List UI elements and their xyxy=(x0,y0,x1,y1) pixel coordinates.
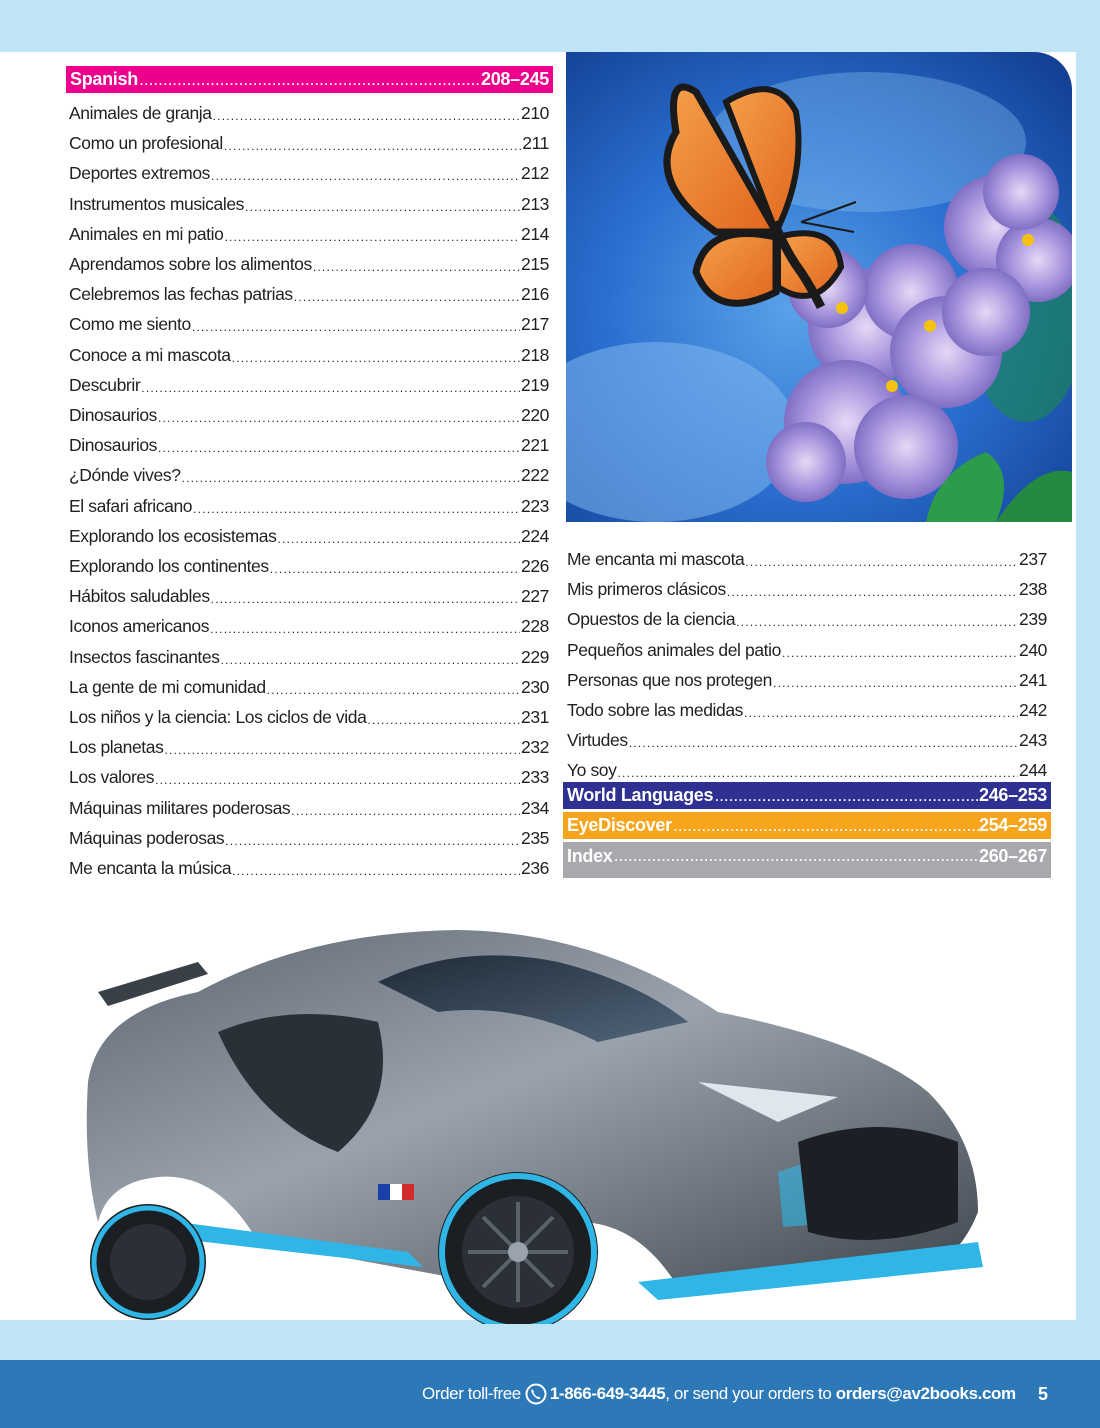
leader-dots xyxy=(224,131,521,151)
section-header-index[interactable] xyxy=(563,842,1051,878)
toc-entry-title: Virtudes xyxy=(567,730,628,751)
section-label-world-languages: World Languages xyxy=(567,785,714,805)
section-pages-eyediscover: 254–259 xyxy=(979,815,1047,835)
leader-dots xyxy=(313,252,520,272)
toc-entry-title: Conoce a mi mascota xyxy=(69,344,231,365)
toc-entry[interactable] xyxy=(69,275,549,305)
toc-entry-page: 242 xyxy=(1019,700,1047,720)
sports-car-photo xyxy=(78,922,1058,1324)
toc-entry-title: Como me siento xyxy=(69,314,191,335)
toc-right-column xyxy=(567,540,1047,785)
toc-entry[interactable] xyxy=(69,456,549,486)
leader-dots xyxy=(211,161,520,181)
toc-entry-title: Explorando los continentes xyxy=(69,556,269,576)
leader-dots xyxy=(291,796,520,816)
toc-entry[interactable] xyxy=(69,426,549,456)
leader-dots xyxy=(232,343,520,363)
section-pages-spanish: 208–245 xyxy=(481,69,549,89)
leader-dots xyxy=(727,577,1018,597)
toc-entry-page: 244 xyxy=(1019,760,1047,781)
bottom-border xyxy=(0,1320,1100,1360)
toc-entry[interactable] xyxy=(69,849,549,879)
toc-entry[interactable] xyxy=(69,819,549,849)
toc-entry-page: 217 xyxy=(521,314,549,335)
toc-entry-title: Yo soy xyxy=(567,760,617,781)
leader-dots xyxy=(213,101,520,121)
toc-entry-page: 228 xyxy=(521,616,549,637)
toc-entry[interactable] xyxy=(567,570,1047,600)
toc-entry-title: Descubrir xyxy=(69,374,141,395)
butterfly-flower-photo xyxy=(566,52,1072,522)
toc-entry[interactable] xyxy=(567,631,1047,661)
leader-dots xyxy=(736,607,1018,627)
toc-entry-page: 241 xyxy=(1019,669,1047,690)
toc-entry-title: Iconos americanos xyxy=(69,616,210,637)
toc-entry-title: Explorando los ecosistemas xyxy=(69,525,277,546)
toc-entry-title: Aprendamos sobre los alimentos xyxy=(69,254,312,274)
toc-entry-page: 216 xyxy=(521,284,549,305)
toc-entry[interactable] xyxy=(69,758,549,788)
toc-entry[interactable] xyxy=(567,600,1047,630)
toc-entry[interactable] xyxy=(69,789,549,819)
toc-entry[interactable] xyxy=(69,185,549,215)
toc-entry-title: Como un profesional xyxy=(69,133,223,154)
toc-entry[interactable] xyxy=(69,154,549,184)
section-pages-index: 260–267 xyxy=(979,846,1047,866)
section-label-eyediscover: EyeDiscover xyxy=(567,815,672,835)
toc-entry-page: 211 xyxy=(522,133,549,154)
leader-dots xyxy=(192,312,520,332)
toc-entry-title: El safari africano xyxy=(69,495,193,516)
toc-entry-page: 214 xyxy=(521,223,549,244)
leader-dots xyxy=(211,584,520,604)
toc-entry-page: 231 xyxy=(521,707,549,727)
toc-entry[interactable] xyxy=(567,661,1047,691)
toc-entry-title: Celebremos las fechas patrias xyxy=(69,284,293,305)
toc-entry-page: 236 xyxy=(521,858,549,878)
toc-entry-page: 229 xyxy=(521,646,549,667)
leader-dots xyxy=(158,433,520,453)
leader-dots xyxy=(672,816,979,836)
toc-entry-title: Dinosaurios xyxy=(69,435,158,456)
toc-entry[interactable] xyxy=(69,366,549,396)
toc-entry-page: 210 xyxy=(521,103,549,123)
leader-dots xyxy=(164,735,520,755)
toc-entry-page: 240 xyxy=(1019,639,1047,660)
toc-entry-page: 230 xyxy=(521,676,549,697)
toc-entry-page: 234 xyxy=(521,797,549,818)
toc-entry-page: 226 xyxy=(521,556,549,576)
toc-entry-title: Pequeños animales del patio xyxy=(567,639,781,660)
page-number: 5 xyxy=(1038,1384,1049,1404)
toc-entry-title: Los planetas xyxy=(69,737,164,758)
toc-entry[interactable] xyxy=(69,396,549,426)
leader-dots xyxy=(155,765,520,785)
toc-entry-title: Animales en mi patio xyxy=(69,223,224,244)
leader-dots xyxy=(618,758,1019,778)
toc-entry-title: Animales de granja xyxy=(69,103,212,123)
order-email-link[interactable]: orders@av2books.com xyxy=(835,1384,1016,1403)
leader-dots xyxy=(782,638,1018,658)
toc-entry[interactable] xyxy=(69,305,549,335)
toc-entry-title: Personas que nos protegen xyxy=(567,669,773,690)
toc-entry-title: Me encanta mi mascota xyxy=(567,549,745,569)
leader-dots xyxy=(225,826,520,846)
toc-entry-title: Los valores xyxy=(69,767,155,788)
toc-entry-page: 212 xyxy=(521,163,549,184)
toc-entry[interactable] xyxy=(69,245,549,275)
toc-entry[interactable] xyxy=(567,751,1047,781)
toc-entry-title: Me encanta la música xyxy=(69,858,232,878)
toc-entry-title: Hábitos saludables xyxy=(69,586,210,607)
toc-entry-page: 223 xyxy=(521,495,549,516)
toc-entry-title: Los niños y la ciencia: Los ciclos de vida xyxy=(69,707,367,727)
toc-entry-page: 213 xyxy=(521,193,549,214)
leader-dots xyxy=(141,373,520,393)
toc-entry-page: 220 xyxy=(521,405,549,425)
toc-entry-title: Mis primeros clásicos xyxy=(567,579,726,600)
toc-entry-page: 243 xyxy=(1019,730,1047,751)
toc-entry-page: 239 xyxy=(1019,609,1047,630)
leader-dots xyxy=(367,705,520,725)
toc-entry[interactable] xyxy=(69,577,549,607)
toc-entry[interactable] xyxy=(567,721,1047,751)
toc-entry-title: Todo sobre las medidas xyxy=(567,700,744,720)
leader-dots xyxy=(138,70,481,90)
toc-entry[interactable] xyxy=(69,728,549,758)
toc-entry-title: Opuestos de la ciencia xyxy=(567,609,736,630)
toc-entry-page: 237 xyxy=(1019,549,1047,569)
section-pages-world-languages: 246–253 xyxy=(979,785,1047,805)
toc-entry[interactable] xyxy=(69,94,549,124)
leader-dots xyxy=(158,403,520,423)
right-border xyxy=(1076,0,1100,1360)
toc-left-column xyxy=(69,94,549,884)
toc-entry[interactable] xyxy=(69,547,549,577)
leader-dots xyxy=(221,645,520,665)
toc-entry[interactable] xyxy=(69,607,549,637)
toc-entry-page: 235 xyxy=(521,827,549,848)
footer-middle-text: , or send your orders to xyxy=(665,1384,836,1403)
section-label-spanish: Spanish xyxy=(70,69,138,89)
toc-entry-title: Insectos fascinantes xyxy=(69,646,220,667)
toc-entry-page: 233 xyxy=(521,767,549,788)
section-header-spanish[interactable] xyxy=(66,66,553,93)
leader-dots xyxy=(773,668,1018,688)
leader-dots xyxy=(744,698,1018,718)
leader-dots xyxy=(270,554,520,574)
toc-entry-page: 219 xyxy=(521,374,549,395)
toc-entry-page: 215 xyxy=(521,254,549,274)
leader-dots xyxy=(613,846,980,866)
leader-dots xyxy=(193,494,520,514)
leader-dots xyxy=(629,728,1018,748)
leader-dots xyxy=(294,282,520,302)
toc-entry[interactable] xyxy=(69,517,549,547)
section-header-world-languages[interactable] xyxy=(563,782,1051,809)
leader-dots xyxy=(745,547,1018,567)
toc-entry-title: Máquinas poderosas xyxy=(69,827,225,848)
toc-entry[interactable] xyxy=(69,698,549,728)
toc-entry[interactable] xyxy=(69,487,549,517)
leader-dots xyxy=(182,463,520,483)
toc-entry-page: 227 xyxy=(521,586,549,607)
leader-dots xyxy=(245,192,520,212)
toc-entry-page: 221 xyxy=(521,435,549,456)
toc-entry-page: 224 xyxy=(521,525,549,546)
toc-entry-page: 232 xyxy=(521,737,549,758)
toc-entry[interactable] xyxy=(69,336,549,366)
toc-entry-title: Dinosaurios xyxy=(69,405,158,425)
toc-entry-title: Máquinas militares poderosas xyxy=(69,797,291,818)
section-label-index: Index xyxy=(567,846,613,866)
toc-entry-page: 222 xyxy=(521,465,549,486)
order-toll-free-label: Order toll-free xyxy=(422,1384,521,1403)
toc-entry-title: ¿Dónde vives? xyxy=(69,465,181,486)
leader-dots xyxy=(713,786,979,806)
toc-entry-page: 218 xyxy=(521,344,549,365)
leader-dots xyxy=(267,675,520,695)
toc-entry[interactable] xyxy=(69,668,549,698)
phone-icon xyxy=(525,1383,547,1405)
toc-entry-title: Instrumentos musicales xyxy=(69,193,245,214)
toc-entry[interactable] xyxy=(567,691,1047,721)
toc-entry[interactable] xyxy=(69,124,549,154)
leader-dots xyxy=(224,222,520,242)
toc-entry-title: Deportes extremos xyxy=(69,163,211,184)
leader-dots xyxy=(232,856,520,876)
leader-dots xyxy=(210,614,520,634)
toc-entry[interactable] xyxy=(69,215,549,245)
leader-dots xyxy=(278,524,521,544)
toc-entry-page: 238 xyxy=(1019,579,1047,600)
toc-entry[interactable] xyxy=(69,638,549,668)
phone-number-link[interactable]: 1-866-649-3445 xyxy=(549,1384,666,1403)
toc-entry[interactable] xyxy=(567,540,1047,570)
footer-order-info xyxy=(422,1381,1016,1407)
top-border xyxy=(0,0,1100,52)
section-header-eyediscover[interactable] xyxy=(563,812,1051,839)
toc-entry-title: La gente de mi comunidad xyxy=(69,676,266,697)
